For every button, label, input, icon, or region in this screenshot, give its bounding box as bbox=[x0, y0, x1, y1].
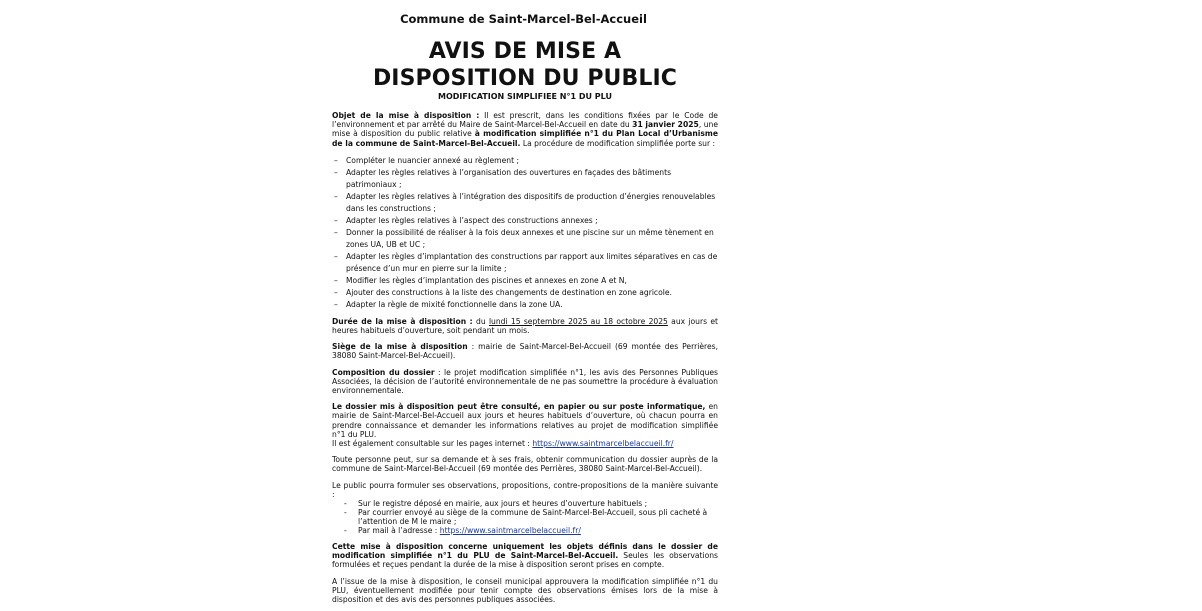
consultation-text: en mairie de Saint-Marcel-Bel-Accueil aux jours et heures habituels d’ouverture, où chacun pourra en prendre connaissance et demander les informations relatives au projet de modification simplifiée n°1 du PLU. bbox=[332, 402, 718, 439]
list-item: – Modifier les règles d’implantation des piscines et annexes en zone A et N, bbox=[332, 275, 718, 287]
list-item: – Adapter les règles d’implantation des constructions par rapport aux limites séparatives en cas de présence d’un mur en pierre sur la limite ; bbox=[332, 251, 718, 275]
list-item: – Adapter la règle de mixité fonctionnelle dans la zone UA. bbox=[332, 299, 718, 311]
consultation-bold: Le dossier mis à disposition peut être consulté, en papier ou sur poste informatique, bbox=[332, 402, 706, 412]
mail-label: Par mail à l’adresse : bbox=[358, 526, 440, 536]
duree-text-2: aux jours et heures habituels d’ouverture, soit pendant un mois. bbox=[332, 316, 719, 336]
list-item: – Compléter le nuancier annexé au règlement ; bbox=[332, 155, 718, 167]
objet-bold: à modification simplifiée n°1 du Plan Local d’Urbanisme de la commune de Saint-Marcel-Bel-Accueil. bbox=[332, 129, 718, 148]
siege-label: Siège de la mise à disposition bbox=[332, 342, 468, 352]
list-item: - Par courrier envoyé au siège de la commune de Saint-Marcel-Bel-Accueil, sous pli cacheté à l’attention de M le maire ; bbox=[332, 508, 718, 526]
composition-paragraph bbox=[332, 368, 718, 396]
objet-text-3: La procédure de modification simplifiée porte sur : bbox=[520, 138, 716, 148]
list-item: – Adapter les règles relatives à l’intégration des dispositifs de production d’énergies renouvelables dans les constructions ; bbox=[332, 191, 718, 215]
concerne-bold: Cette mise à disposition concerne uniquement les objets définis dans le dossier de modification simplifiée n°1 du PLU de Saint-Marcel-Bel-Accueil. bbox=[332, 542, 718, 561]
concerne-text: Seules les observations formulées et reçues pendant la durée de la mise à disposition seront prises en compte. bbox=[332, 551, 718, 570]
objet-date: 31 janvier 2025 bbox=[632, 120, 699, 130]
objet-label: Objet de la mise à disposition : bbox=[332, 111, 480, 120]
notice-document bbox=[332, 12, 718, 611]
duree-label: Durée de la mise à disposition : bbox=[332, 316, 473, 326]
list-item: – Ajouter des constructions à la liste des changements de destination en zone agricole. bbox=[332, 287, 718, 299]
objet-paragraph bbox=[332, 111, 718, 148]
mail-link[interactable]: https://www.saintmarcelbelaccueil.fr/ bbox=[439, 526, 581, 536]
website-link[interactable]: https://www.saintmarcelbelaccueil.fr/ bbox=[532, 439, 674, 449]
composition-text: : le projet modification simplifiée n°1, les avis des Personnes Publiques Associées, la décision de l’autorité environnementale de ne pas soumettre la procédure à évaluation environnementale. bbox=[332, 367, 719, 396]
communication-paragraph: Toute personne peut, sur sa demande et à ses frais, obtenir communication du dossier auprès de la commune de Saint-Marcel-Bel-Accueil (69 montée des Perrières, 38080 Saint-Marcel-Bel-Accueil). bbox=[332, 455, 718, 474]
siege-paragraph bbox=[332, 342, 718, 360]
list-item: – Adapter les règles relatives à l’aspect des constructions annexes ; bbox=[332, 215, 718, 227]
list-item: – Donner la possibilité de réaliser à la fois deux annexes et une piscine sur un même tènement en zones UA, UB et UC ; bbox=[332, 227, 718, 251]
title-line-2: DISPOSITION DU PUBLIC bbox=[372, 66, 678, 91]
subtitle: MODIFICATION SIMPLIFIEE N°1 DU PLU bbox=[438, 92, 612, 101]
duree-paragraph bbox=[332, 317, 718, 335]
consultation-text-2: Il est également consultable sur les pages internet : bbox=[332, 439, 533, 449]
list-item: – Adapter les règles relatives à l’organisation des ouvertures en façades des bâtiments patrimoniaux ; bbox=[332, 167, 718, 191]
composition-label: Composition du dossier bbox=[332, 367, 435, 377]
commune-heading: Commune de Saint-Marcel-Bel-Accueil bbox=[400, 12, 647, 26]
list-item bbox=[332, 526, 718, 535]
objet-text-2: , une mise à disposition du public relative bbox=[332, 120, 718, 139]
siege-text: : mairie de Saint-Marcel-Bel-Accueil (69 montée des Perrières, 38080 Saint-Marcel-Bel-Accueil). bbox=[332, 342, 718, 361]
observations-intro: Le public pourra formuler ses observations, propositions, contre-propositions de la manière suivante : bbox=[332, 480, 718, 499]
duree-text-1: du bbox=[472, 316, 489, 326]
observations-list bbox=[332, 499, 718, 535]
concerne-paragraph bbox=[332, 542, 718, 570]
consultation-paragraph bbox=[332, 402, 718, 448]
issue-paragraph: A l’issue de la mise à disposition, le conseil municipal approuvera la modification simplifiée n°1 du PLU, éventuellement modifiée pour tenir compte des observations émises lors de la mise à disposition et des avis des personnes publiques associées. bbox=[332, 576, 718, 605]
modification-items-list bbox=[332, 155, 718, 311]
title-line-1: AVIS DE MISE A bbox=[428, 39, 622, 64]
list-item: - Sur le registre déposé en mairie, aux jours et heures d’ouverture habituels ; bbox=[332, 499, 718, 508]
objet-text-1: Il est prescrit, dans les conditions fixées par le Code de l’environnement et par arrêté du Maire de Saint-Marcel-Bel-Accueil en date du bbox=[332, 111, 718, 130]
duree-dates: lundi 15 septembre 2025 au 18 octobre 2025 bbox=[488, 316, 668, 326]
